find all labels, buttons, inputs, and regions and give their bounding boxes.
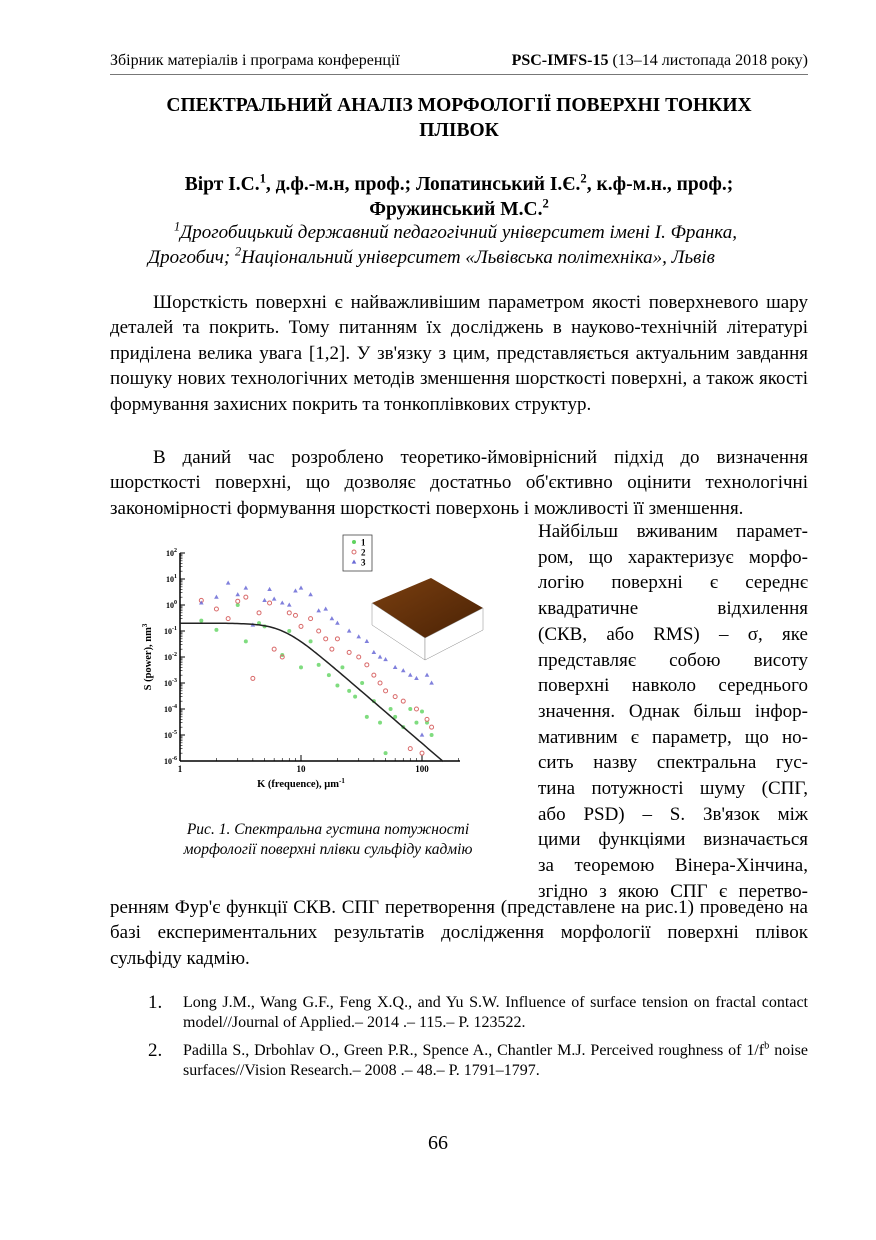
series-1-point	[353, 695, 357, 699]
series-2-point	[384, 689, 388, 693]
title-line: СПЕКТРАЛЬНИЙ АНАЛІЗ МОРФОЛОГІЇ ПОВЕРХНІ ТОНКИХ	[166, 95, 752, 116]
series-2-point	[347, 650, 351, 654]
series-2-point	[214, 607, 218, 611]
series-1-point	[360, 681, 364, 685]
paragraph-2: В даний час розроблено теоретико-ймовірнісний підхід до визначення шорсткості поверхні, що дозволяє достатньо об'єктивно оцінити технологічні закономірності формування шорсткості поверхонь і можливості її зменшення.	[110, 447, 808, 519]
running-header	[110, 52, 808, 70]
series-3-point	[214, 595, 219, 599]
caption-line: морфології поверхні плівки сульфіду кадмію	[183, 841, 473, 858]
reference-item	[148, 993, 808, 1033]
series-1-point	[199, 619, 203, 623]
paragraph-1: Шорсткість поверхні є найважливішим параметром якості поверхневого шару деталей та покрить. Тому питанням їх досліджень в науково-технічній літературі приділена велика увага [1,2]. У зв'язку з цим, представляється актуальним завдання пошуку нових технологічних методів зменшення шорсткості поверхні, а також якості формування захисних покрить та тонкоплівкових структур.	[110, 292, 808, 415]
psd-chart	[135, 530, 495, 800]
legend	[343, 535, 372, 571]
series-3-point	[262, 598, 267, 602]
series-3-point	[293, 588, 298, 592]
text-line: за теоремою Вінера-Хінчина,	[538, 855, 808, 877]
text-line: Найбільш вживаним парамет-	[538, 521, 808, 542]
series-2-point	[226, 617, 230, 621]
y-tick-label: $10^{-2}$	[164, 652, 177, 662]
series-1-point	[327, 673, 331, 677]
series-1-point	[389, 707, 393, 711]
affil-sup: 1	[174, 219, 181, 234]
series-3-point	[335, 621, 340, 625]
series-3-point	[272, 597, 277, 601]
text-line: (СКВ, або RMS) – σ, яке	[538, 623, 808, 645]
series-2-point	[309, 617, 313, 621]
series-1-point	[335, 684, 339, 688]
affil-sup: 2	[234, 244, 242, 259]
series-1-point	[365, 715, 369, 719]
series-3-point	[330, 616, 335, 620]
reference-number: 1.	[148, 992, 163, 1013]
series-2-point	[401, 699, 405, 703]
reference-sup: b	[764, 1040, 770, 1052]
affiliation-city: Дрогобич;	[148, 247, 235, 268]
series-3-point	[425, 673, 430, 677]
series-3-point	[267, 587, 272, 591]
series-3-point	[244, 586, 249, 590]
reference-text-part: noise surfaces//Vision Research.– 2008 .– 48.– P. 1791–1797.	[183, 1042, 808, 1079]
series-2-point	[299, 624, 303, 628]
reference-text-part: Padilla S., Drbohlav O., Green P.R., Spence A., Chantler M.J. Perceived roughness of 1/f	[183, 1042, 765, 1059]
text-line: мативним є параметр, що но-	[538, 726, 808, 748]
header-right	[512, 52, 808, 70]
header-left: Збірник матеріалів і програма конференції	[110, 52, 400, 69]
paragraph-3-continued: ренням Фур'є функції СКВ. СПГ перетворення (представлене на рис.1) проведено на базі експериментальних результатів дослідження морфології поверхні плівок сульфіду кадмію.	[110, 897, 808, 969]
y-axis-label: S (power), $nm^3$	[141, 623, 154, 691]
series-2-point	[293, 613, 297, 617]
series-3-point	[408, 673, 413, 677]
series-2-point	[430, 725, 434, 729]
series-2-point	[251, 676, 255, 680]
figure-caption	[148, 820, 508, 860]
series-1-point	[347, 689, 351, 693]
series-3-point	[372, 650, 377, 654]
series-2-point	[317, 629, 321, 633]
affil-sup: 2	[580, 171, 587, 186]
series-3-point	[393, 665, 398, 669]
series-2-point	[335, 637, 339, 641]
legend-label: 2	[361, 547, 366, 558]
series-2-point	[378, 681, 382, 685]
series-3-point	[299, 586, 304, 590]
y-tick-label: $10^{-1}$	[164, 626, 177, 636]
series-2-point	[244, 595, 248, 599]
legend-label: 3	[361, 557, 366, 568]
reference-number: 2.	[148, 1040, 163, 1061]
reference-item	[148, 1041, 808, 1081]
y-tick-label: $10^2$	[166, 548, 177, 558]
series-2-point	[272, 647, 276, 651]
affiliation-1: Дрогобицький державний педагогічний університет імені І. Франка,	[180, 222, 737, 243]
series-3-point	[287, 603, 292, 607]
series-3-point	[356, 634, 361, 638]
series-1-point	[384, 751, 388, 755]
series-2-point	[414, 707, 418, 711]
affil-sup: 1	[259, 171, 266, 186]
series-3-point	[383, 657, 388, 661]
x-tick-label: 1	[177, 764, 183, 774]
header-conf-code: PSC-IMFS-15	[511, 52, 609, 69]
author-name: Вірт І.С.	[184, 174, 260, 195]
series-2-point	[324, 637, 328, 641]
text-line: тина потужності шуму (СПГ,	[538, 778, 808, 800]
series-2-point	[408, 747, 412, 751]
y-tick-label: $10^1$	[166, 574, 177, 584]
series-1-point	[408, 707, 412, 711]
references-list	[148, 993, 808, 1089]
title-line: ПЛІВОК	[419, 120, 499, 141]
series-3-point	[308, 592, 313, 596]
series-3-point	[365, 639, 370, 643]
series-3-point	[347, 629, 352, 633]
series-3-point	[429, 681, 434, 685]
paper-title	[110, 93, 808, 143]
text-line: квадратичне відхилення	[538, 598, 808, 620]
series-3-point	[235, 592, 240, 596]
series-1-point	[299, 665, 303, 669]
series-1-point	[378, 721, 382, 725]
series-2-point	[330, 647, 334, 651]
legend-box	[343, 535, 372, 571]
series-1-point	[317, 663, 321, 667]
afm-surface-inset	[372, 578, 483, 660]
text-line: цими функціями визначається	[538, 829, 808, 851]
paragraph-3-wrapped	[538, 519, 808, 905]
legend-marker	[352, 540, 356, 544]
series-2-point	[357, 655, 361, 659]
series-3-point	[316, 608, 321, 612]
series-3-point	[226, 581, 231, 585]
header-rule	[110, 74, 808, 75]
y-tick-label: $10^{-5}$	[164, 730, 177, 740]
series-1-point	[430, 733, 434, 737]
y-tick-label: $10^{-3}$	[164, 678, 177, 688]
text-line: логію поверхні є середнє	[538, 572, 808, 594]
series-3-point	[401, 668, 406, 672]
authors	[110, 172, 808, 222]
text-line: представляє собою висоту	[538, 649, 808, 671]
author-degree: , к.ф-м.н., проф.;	[586, 174, 734, 195]
caption-line: Рис. 1. Спектральна густина потужності	[186, 821, 470, 838]
series-3-point	[378, 655, 383, 659]
text-line: поверхні навколо середнього	[538, 675, 808, 697]
author-name: Фружинський М.С.	[369, 199, 543, 220]
series-3-point	[414, 676, 419, 680]
series-2-point	[420, 751, 424, 755]
text-line: сить назву спектральна гус-	[538, 752, 808, 774]
series-3-point	[420, 733, 425, 737]
y-tick-label: $10^0$	[166, 600, 177, 610]
series-1-point	[214, 628, 218, 632]
series-2-point	[257, 611, 261, 615]
reference-text: Long J.M., Wang G.F., Feng X.Q., and Yu S.W. Influence of surface tension on fractal contact model//Journal of Applied.– 2014 .– 115.– P. 123522.	[183, 994, 808, 1031]
text-line: або PSD) – S. Зв'язок між	[538, 803, 808, 825]
legend-label: 1	[361, 537, 366, 548]
series-2-point	[287, 611, 291, 615]
page-number: 66	[428, 1132, 448, 1154]
y-tick-label: $10^{-6}$	[164, 756, 177, 766]
affiliation-2: Національний університет «Львівська політехніка», Львів	[241, 247, 715, 268]
text-line: ром, що характеризує морфо-	[538, 546, 808, 568]
series-2-point	[268, 601, 272, 605]
series-2-point	[365, 663, 369, 667]
series-3-point	[323, 607, 328, 611]
series-1-point	[420, 710, 424, 714]
author-name: , д.ф.-м.н, проф.; Лопатинський І.Є.	[265, 174, 581, 195]
series-1-point	[244, 639, 248, 643]
text-line: згідно з якою СПГ є перетво-	[538, 880, 808, 902]
x-axis-label: K (frequence), $\mu m^{-1}$	[257, 777, 345, 790]
series-3-point	[280, 600, 285, 604]
series-2-point	[236, 599, 240, 603]
affil-sup: 2	[542, 196, 549, 211]
series-1-point	[340, 665, 344, 669]
y-tick-label: $10^{-4}$	[164, 704, 177, 714]
header-dates: (13–14 листопада 2018 року)	[608, 52, 808, 69]
series-1-point	[414, 721, 418, 725]
series-1-point	[309, 639, 313, 643]
series-2-point	[372, 673, 376, 677]
series-2-point	[393, 695, 397, 699]
reference-text	[183, 1041, 808, 1081]
x-tick-label: 10	[296, 764, 306, 774]
affiliations	[110, 220, 808, 270]
text-line: значення. Однак більш інфор-	[538, 700, 808, 722]
x-tick-label: 100	[415, 764, 429, 774]
series-1-point	[287, 629, 291, 633]
